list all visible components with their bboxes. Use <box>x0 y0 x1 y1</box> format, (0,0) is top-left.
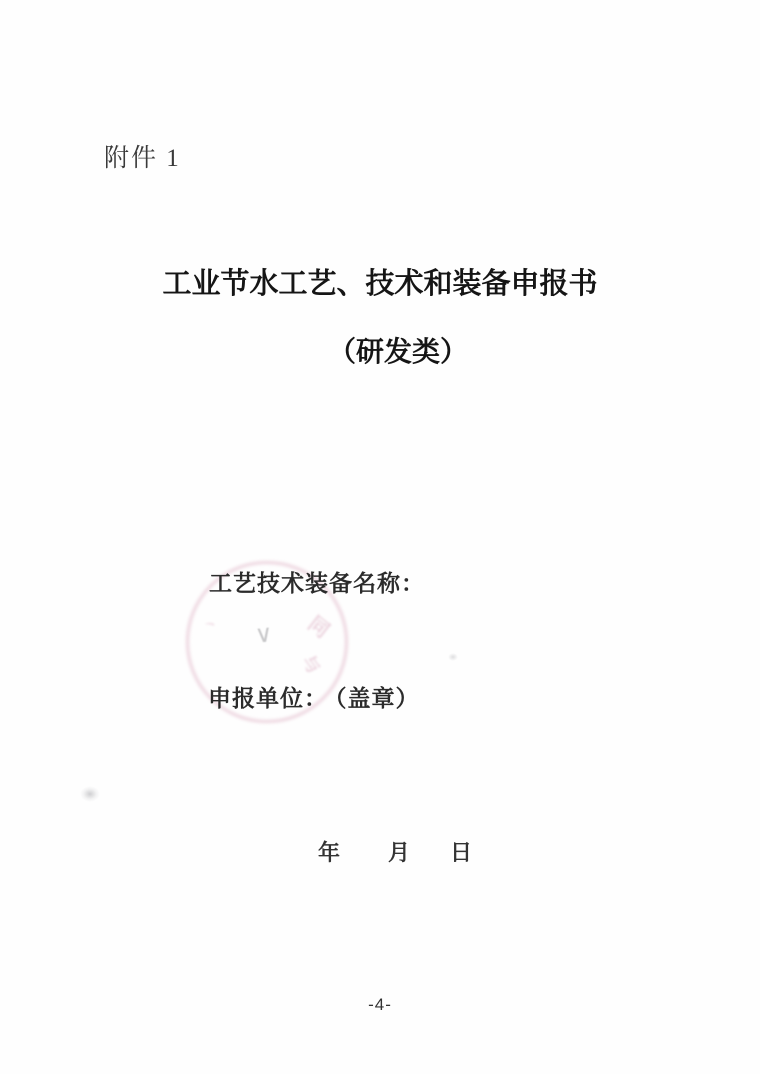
attachment-label: 附件 1 <box>104 145 181 172</box>
document-title: 工业节水工艺、技术和装备申报书 <box>162 268 598 300</box>
date-year-label: 年 <box>318 840 341 865</box>
page-number: -4- <box>368 995 392 1014</box>
seal-glyph: 同 <box>303 612 334 643</box>
scan-artifact <box>80 786 100 802</box>
pencil-check-mark: ∨ <box>253 620 274 649</box>
field-line-applicant-unit <box>208 680 420 713</box>
field-label-applicant-unit: 申报单位： <box>208 685 328 711</box>
seal-hint-label: （盖章） <box>335 685 420 711</box>
seal-glyph: 丶 <box>199 614 223 638</box>
field-label-technology-name: 工艺技术装备名称： <box>209 570 425 596</box>
date-line <box>0 836 760 864</box>
document-subtitle: （研发类） <box>327 337 468 368</box>
seal-glyph: 与 <box>298 652 324 678</box>
date-month-label: 月 <box>388 840 411 865</box>
scan-artifact <box>448 653 458 661</box>
date-day-label: 日 <box>450 840 473 865</box>
